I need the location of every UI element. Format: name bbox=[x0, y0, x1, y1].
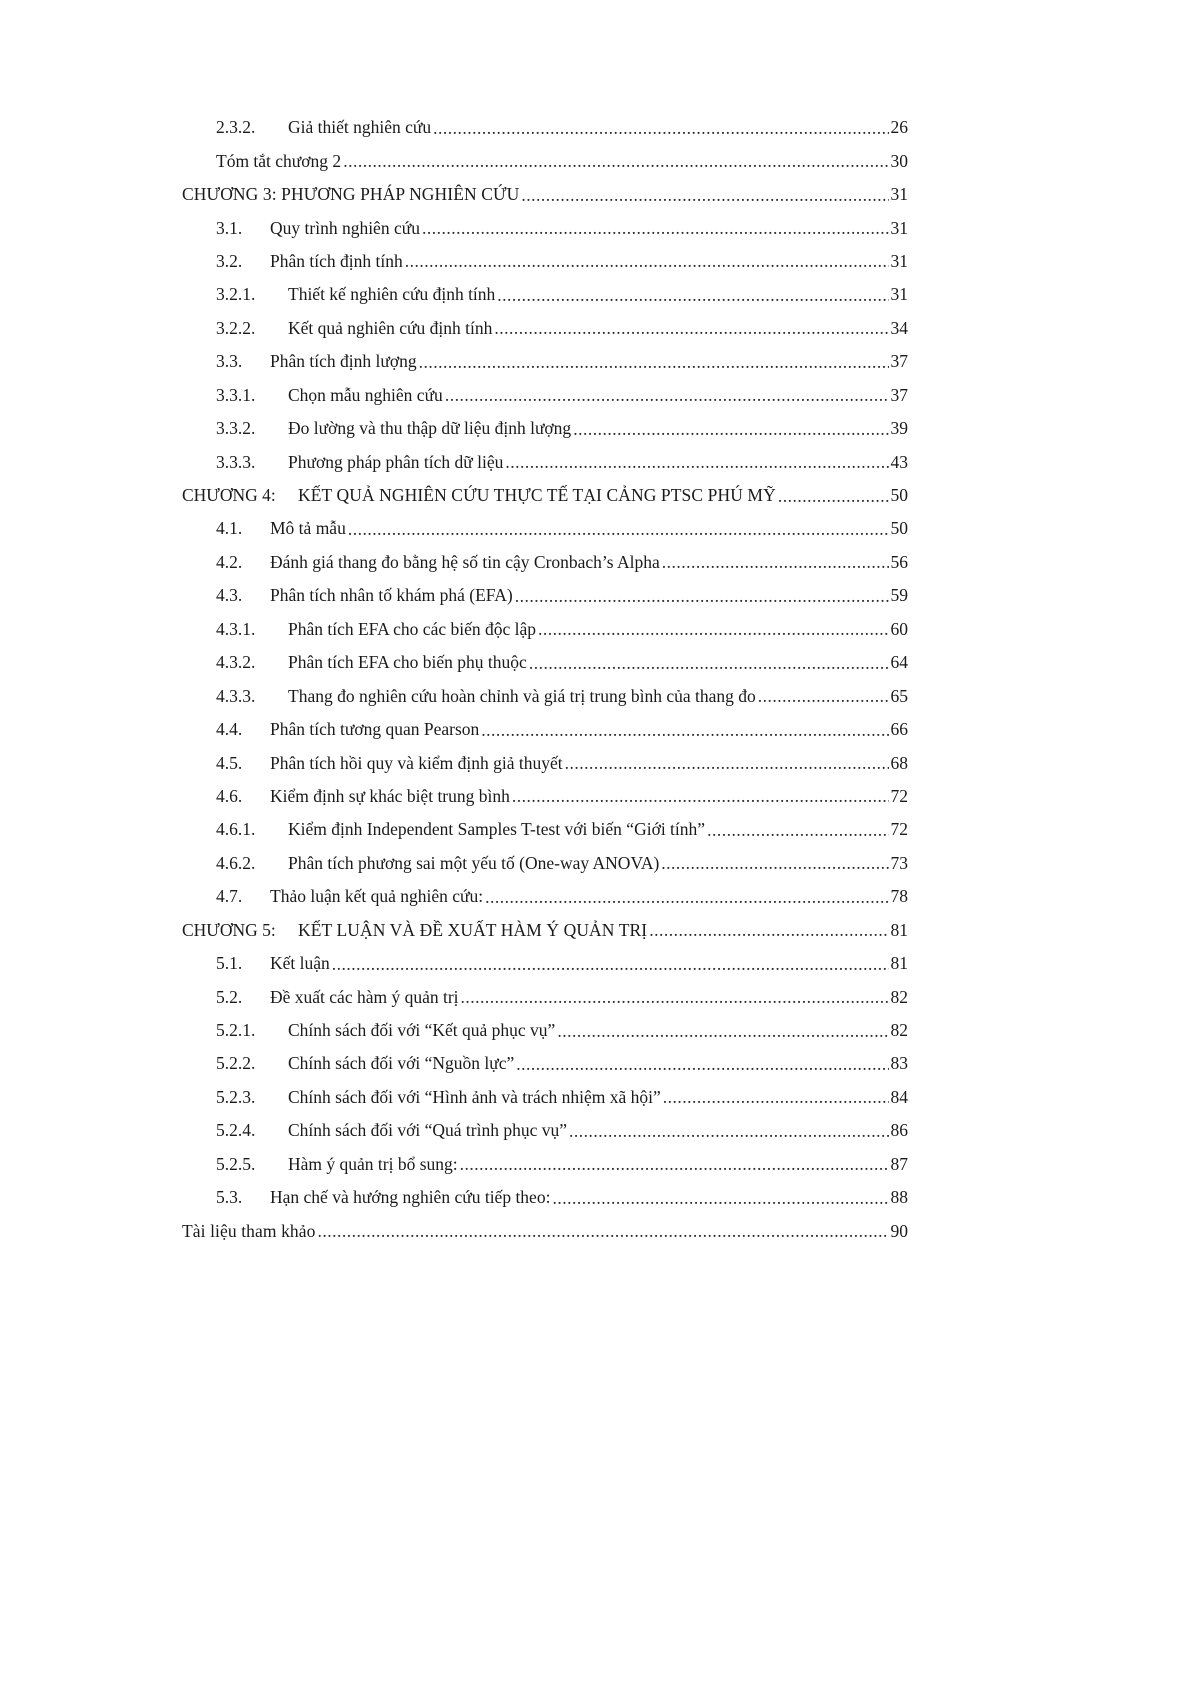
dot-leader bbox=[778, 486, 889, 506]
toc-entry-title: Hạn chế và hướng nghiên cứu tiếp theo: bbox=[270, 1187, 551, 1208]
dot-leader bbox=[662, 552, 889, 572]
toc-entry[interactable] bbox=[0, 546, 1192, 579]
dot-leader bbox=[707, 820, 888, 840]
toc-entry-page: 81 bbox=[890, 919, 908, 940]
toc-entry-number: 5.3. bbox=[216, 1187, 243, 1208]
toc-entry[interactable] bbox=[0, 1181, 1192, 1214]
dot-leader bbox=[515, 586, 889, 606]
toc-entry-title: CHƯƠNG 3: PHƯƠNG PHÁP NGHIÊN CỨU bbox=[182, 184, 520, 205]
toc-entry-title: Đánh giá thang đo bằng hệ số tin cậy Cronbach’s Alpha bbox=[270, 551, 660, 572]
dot-leader bbox=[649, 920, 888, 940]
toc-entry-title: KẾT LUẬN VÀ ĐỀ XUẤT HÀM Ý QUẢN TRỊ bbox=[298, 919, 648, 940]
toc-entry-page: 60 bbox=[890, 618, 908, 639]
toc-entry-page: 86 bbox=[890, 1120, 908, 1141]
toc-entry-page: 50 bbox=[890, 518, 908, 539]
toc-entry-number: 5.1. bbox=[216, 953, 243, 974]
toc-entry-number: 4.6. bbox=[216, 785, 243, 806]
toc-entry-page: 59 bbox=[890, 585, 908, 606]
toc-entry-title: Phân tích tương quan Pearson bbox=[270, 719, 480, 740]
table-of-contents bbox=[0, 111, 1192, 1248]
toc-entry-number: 5.2.3. bbox=[216, 1086, 256, 1107]
toc-entry-page: 87 bbox=[890, 1153, 908, 1174]
toc-entry-page: 82 bbox=[890, 986, 908, 1007]
toc-entry-title: Chính sách đối với “Nguồn lực” bbox=[288, 1053, 515, 1074]
toc-entry-number: 4.1. bbox=[216, 518, 243, 539]
toc-entry-title: Phân tích định lượng bbox=[270, 351, 417, 372]
toc-entry-page: 26 bbox=[890, 117, 908, 138]
dot-leader bbox=[552, 1188, 888, 1208]
toc-entry[interactable] bbox=[0, 178, 1192, 211]
toc-entry[interactable] bbox=[0, 1114, 1192, 1147]
toc-entry[interactable] bbox=[0, 312, 1192, 345]
toc-entry-page: 37 bbox=[890, 384, 908, 405]
toc-entry[interactable] bbox=[0, 813, 1192, 846]
dot-leader bbox=[485, 887, 888, 907]
toc-entry-number: 4.3.2. bbox=[216, 652, 256, 673]
toc-entry-title: KẾT QUẢ NGHIÊN CỨU THỰC TẾ TẠI CẢNG PTSC PHÚ MỸ bbox=[298, 485, 776, 506]
toc-entry-title: Kiểm định Independent Samples T-test với biến “Giới tính” bbox=[288, 819, 706, 840]
toc-entry-page: 64 bbox=[890, 652, 908, 673]
toc-entry-page: 90 bbox=[890, 1220, 908, 1241]
toc-entry-title: Quy trình nghiên cứu bbox=[270, 217, 420, 238]
toc-entry[interactable] bbox=[0, 278, 1192, 311]
toc-entry-title: Phương pháp phân tích dữ liệu bbox=[288, 451, 504, 472]
toc-entry-number: 3.3.1. bbox=[216, 384, 256, 405]
dot-leader bbox=[405, 251, 889, 271]
toc-entry[interactable] bbox=[0, 1214, 1192, 1247]
toc-entry[interactable] bbox=[0, 245, 1192, 278]
toc-entry-page: 88 bbox=[890, 1187, 908, 1208]
toc-entry-number: CHƯƠNG 5: bbox=[182, 919, 276, 940]
toc-entry-page: 82 bbox=[890, 1020, 908, 1041]
toc-entry[interactable] bbox=[0, 345, 1192, 378]
toc-entry[interactable] bbox=[0, 914, 1192, 947]
dot-leader bbox=[318, 1221, 889, 1241]
toc-entry[interactable] bbox=[0, 1014, 1192, 1047]
toc-entry-number: 3.3. bbox=[216, 351, 243, 372]
toc-entry-page: 72 bbox=[890, 819, 908, 840]
toc-entry[interactable] bbox=[0, 144, 1192, 177]
toc-entry-number: 3.2.2. bbox=[216, 317, 256, 338]
toc-entry-number: 3.1. bbox=[216, 217, 243, 238]
toc-entry-title: Phân tích định tính bbox=[270, 250, 403, 271]
toc-entry-number: 4.3.3. bbox=[216, 685, 256, 706]
dot-leader bbox=[332, 954, 889, 974]
toc-entry-title: Kiểm định sự khác biệt trung bình bbox=[270, 785, 510, 806]
dot-leader bbox=[569, 1121, 889, 1141]
toc-entry-number: 5.2.2. bbox=[216, 1053, 256, 1074]
toc-entry[interactable] bbox=[0, 579, 1192, 612]
toc-entry-title: Kết quả nghiên cứu định tính bbox=[288, 317, 493, 338]
toc-entry[interactable] bbox=[0, 1081, 1192, 1114]
toc-entry[interactable] bbox=[0, 379, 1192, 412]
toc-entry-page: 31 bbox=[890, 284, 908, 305]
toc-entry-number: 5.2.1. bbox=[216, 1020, 256, 1041]
toc-entry-page: 81 bbox=[890, 953, 908, 974]
dot-leader bbox=[516, 1054, 888, 1074]
dot-leader bbox=[573, 419, 888, 439]
toc-entry-title: Hàm ý quản trị bổ sung: bbox=[288, 1153, 458, 1174]
dot-leader bbox=[348, 519, 889, 539]
dot-leader bbox=[494, 318, 888, 338]
toc-entry-number: 3.3.3. bbox=[216, 451, 256, 472]
toc-entry-page: 65 bbox=[890, 685, 908, 706]
toc-entry-title: Kết luận bbox=[270, 953, 330, 974]
toc-entry[interactable] bbox=[0, 445, 1192, 478]
dot-leader bbox=[663, 1087, 889, 1107]
toc-entry-number: 4.6.2. bbox=[216, 852, 256, 873]
toc-entry[interactable] bbox=[0, 111, 1192, 144]
toc-entry-number: 4.3. bbox=[216, 585, 243, 606]
toc-entry-page: 84 bbox=[890, 1086, 908, 1107]
toc-entry-title: Chọn mẫu nghiên cứu bbox=[288, 384, 443, 405]
toc-entry-number: 4.5. bbox=[216, 752, 243, 773]
toc-entry-number: 4.4. bbox=[216, 719, 243, 740]
dot-leader bbox=[481, 720, 888, 740]
toc-entry-number: 3.3.2. bbox=[216, 418, 256, 439]
toc-entry-number: 4.7. bbox=[216, 886, 243, 907]
toc-entry[interactable] bbox=[0, 1047, 1192, 1080]
toc-entry-title: Phân tích EFA cho biến phụ thuộc bbox=[288, 652, 527, 673]
toc-entry-title: Thảo luận kết quả nghiên cứu: bbox=[270, 886, 484, 907]
toc-entry[interactable] bbox=[0, 479, 1192, 512]
toc-entry-title: Chính sách đối với “Quá trình phục vụ” bbox=[288, 1120, 567, 1141]
toc-entry-page: 43 bbox=[890, 451, 908, 472]
toc-entry-title: Phân tích hồi quy và kiểm định giả thuyết bbox=[270, 752, 563, 773]
toc-entry-number: 4.2. bbox=[216, 551, 243, 572]
toc-entry[interactable] bbox=[0, 980, 1192, 1013]
toc-entry-title: Thang đo nghiên cứu hoàn chỉnh và giá trị trung bình của thang đo bbox=[288, 685, 756, 706]
toc-entry-number: 5.2. bbox=[216, 986, 243, 1007]
toc-entry-page: 73 bbox=[890, 852, 908, 873]
toc-entry-page: 83 bbox=[890, 1053, 908, 1074]
toc-entry-number: 5.2.5. bbox=[216, 1153, 256, 1174]
toc-entry[interactable] bbox=[0, 412, 1192, 445]
toc-entry-number: 3.2.1. bbox=[216, 284, 256, 305]
toc-entry-page: 31 bbox=[890, 184, 908, 205]
toc-entry-page: 34 bbox=[890, 317, 908, 338]
toc-entry-number: 4.3.1. bbox=[216, 618, 256, 639]
toc-entry[interactable] bbox=[0, 211, 1192, 244]
toc-entry-number: 2.3.2. bbox=[216, 117, 256, 138]
dot-leader bbox=[505, 452, 888, 472]
toc-entry-page: 68 bbox=[890, 752, 908, 773]
toc-entry-page: 50 bbox=[890, 485, 908, 506]
dot-leader bbox=[445, 385, 889, 405]
toc-entry[interactable] bbox=[0, 880, 1192, 913]
toc-entry-title: Tóm tắt chương 2 bbox=[216, 150, 342, 171]
toc-entry-page: 31 bbox=[890, 250, 908, 271]
toc-entry-number: 4.6.1. bbox=[216, 819, 256, 840]
dot-leader bbox=[460, 1154, 889, 1174]
dot-leader bbox=[529, 653, 889, 673]
toc-entry-page: 31 bbox=[890, 217, 908, 238]
toc-entry-page: 56 bbox=[890, 551, 908, 572]
toc-entry[interactable] bbox=[0, 713, 1192, 746]
toc-entry-page: 30 bbox=[890, 150, 908, 171]
toc-entry[interactable] bbox=[0, 780, 1192, 813]
toc-entry-title: Mô tả mẫu bbox=[270, 518, 346, 539]
dot-leader bbox=[422, 218, 889, 238]
dot-leader bbox=[521, 185, 888, 205]
dot-leader bbox=[557, 1021, 888, 1041]
toc-entry[interactable] bbox=[0, 746, 1192, 779]
toc-entry[interactable] bbox=[0, 613, 1192, 646]
toc-entry-title: Phân tích phương sai một yếu tố (One-way ANOVA) bbox=[288, 852, 660, 873]
dot-leader bbox=[461, 987, 889, 1007]
toc-entry-title: Phân tích EFA cho các biến độc lập bbox=[288, 618, 537, 639]
toc-entry[interactable] bbox=[0, 646, 1192, 679]
toc-entry-page: 66 bbox=[890, 719, 908, 740]
toc-entry-title: Phân tích nhân tố khám phá (EFA) bbox=[270, 585, 513, 606]
toc-entry-title: Tài liệu tham khảo bbox=[182, 1220, 316, 1241]
dot-leader bbox=[433, 118, 888, 138]
dot-leader bbox=[661, 853, 888, 873]
toc-entry-title: Đề xuất các hàm ý quản trị bbox=[270, 986, 459, 1007]
dot-leader bbox=[538, 619, 888, 639]
toc-entry-title: Chính sách đối với “Hình ảnh và trách nhiệm xã hội” bbox=[288, 1086, 661, 1107]
dot-leader bbox=[758, 686, 889, 706]
dot-leader bbox=[419, 352, 889, 372]
toc-entry-title: Chính sách đối với “Kết quả phục vụ” bbox=[288, 1020, 556, 1041]
toc-entry-page: 37 bbox=[890, 351, 908, 372]
toc-entry-number: 5.2.4. bbox=[216, 1120, 256, 1141]
toc-entry-title: Thiết kế nghiên cứu định tính bbox=[288, 284, 496, 305]
toc-entry[interactable] bbox=[0, 679, 1192, 712]
toc-entry[interactable] bbox=[0, 1148, 1192, 1181]
dot-leader bbox=[343, 151, 888, 171]
dot-leader bbox=[512, 786, 889, 806]
toc-entry-page: 78 bbox=[890, 886, 908, 907]
toc-entry[interactable] bbox=[0, 947, 1192, 980]
dot-leader bbox=[565, 753, 889, 773]
toc-entry[interactable] bbox=[0, 512, 1192, 545]
toc-entry-number: 3.2. bbox=[216, 250, 243, 271]
toc-entry-title: Giả thiết nghiên cứu bbox=[288, 117, 432, 138]
toc-entry[interactable] bbox=[0, 847, 1192, 880]
toc-entry-page: 72 bbox=[890, 785, 908, 806]
dot-leader bbox=[497, 285, 888, 305]
toc-entry-number: CHƯƠNG 4: bbox=[182, 485, 276, 506]
toc-entry-page: 39 bbox=[890, 418, 908, 439]
toc-entry-title: Đo lường và thu thập dữ liệu định lượng bbox=[288, 418, 572, 439]
